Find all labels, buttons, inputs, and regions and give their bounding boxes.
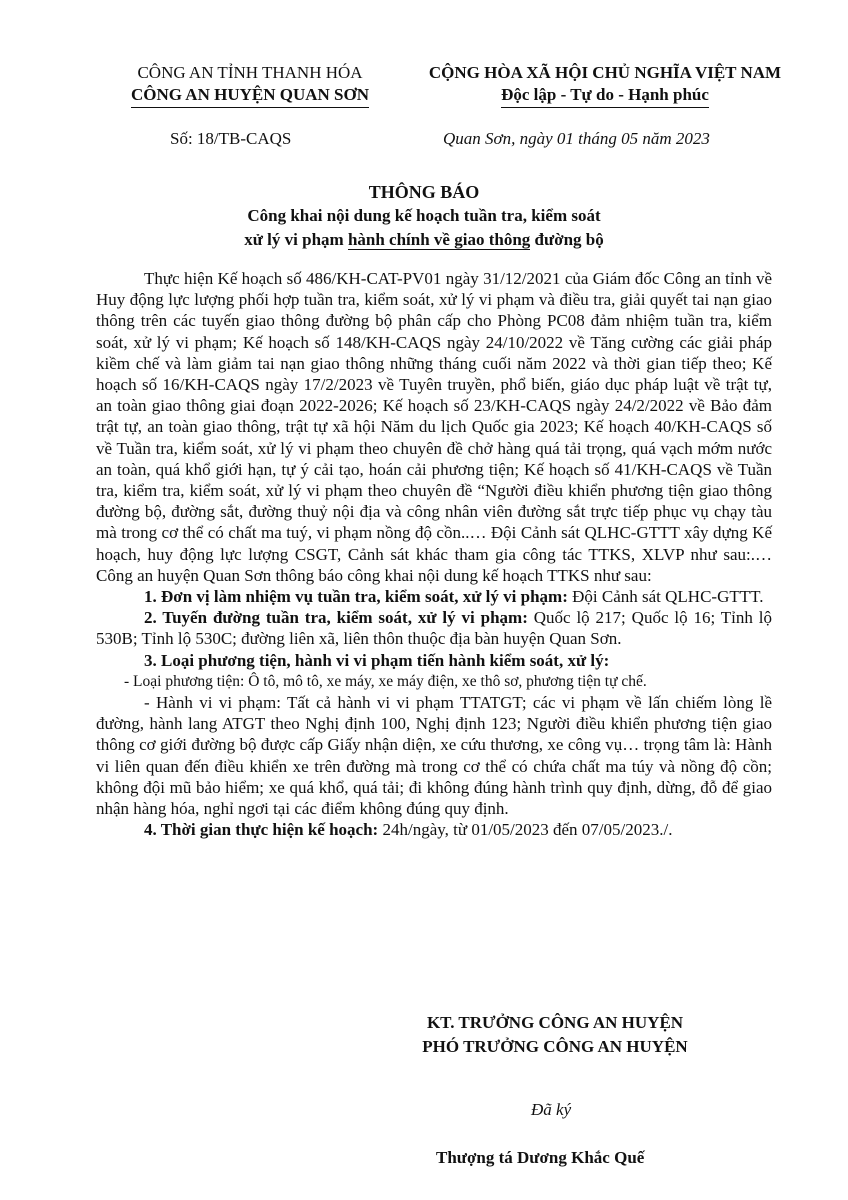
section-3 [96,650,772,671]
signed-note: Đã ký [531,1100,572,1119]
section-2-heading: 2. Tuyến đường tuần tra, kiểm soát, xử lý vi phạm: [144,608,528,628]
section-3-heading: 3. Loại phương tiện, hành vi vi phạm tiến hành kiểm soát, xử lý: [144,650,610,670]
signature-title-1: KT. TRƯỞNG CÔNG AN HUYỆN [426,1013,684,1032]
title-line2-underlined: hành chính về giao thông [347,230,531,249]
document-number: Số: 18/TB-CAQS [170,129,292,148]
section-1-text: Đội Cảnh sát QLHC-GTTT. [567,587,764,607]
signer-name: Thượng tá Dương Khắc Quế [436,1148,645,1167]
section-1-heading: 1. Đơn vị làm nhiệm vụ tuần tra, kiểm soát, xử lý vi phạm: [144,587,568,607]
agency-name: CÔNG AN HUYỆN QUAN SƠN [131,84,369,108]
signature-title-2: PHÓ TRƯỞNG CÔNG AN HUYỆN [422,1037,688,1056]
intro-paragraph: Thực hiện Kế hoạch số 486/KH-CAT-PV01 ngày 31/12/2021 của Giám đốc Công an tỉnh về Huy động lực lượng phối hợp tuần tra, kiểm soát, xử lý vi phạm và điều tra, giải quyết tai nạn giao thông trên các tuyến giao thông đường bộ phân cấp cho Phòng PC08 đảm nhiệm tuần tra, kiểm soát, xử lý vi phạm; Kế hoạch số 148/KH-CAQS ngày 24/10/2022 về Tăng cường các giải pháp kiềm chế và làm giảm tai nạn giao thông những tháng cuối năm 2022 và thời gian tiếp theo; Kế hoạch số 16/KH-CAQS ngày 17/2/2023 về Tuyên truyền, phổ biến, giáo dục pháp luật về trật tự, an toàn giao thông giai đoạn 2022-2026; Kế hoạch số 23/KH-CAQS ngày 24/2/2022 về Bảo đảm trật tự, an toàn giao thông, trật tự xã hội Năm du lịch Quốc gia 2023; Kế hoạch 40/KH-CAQS số về Tuần tra, kiểm soát, xử lý vi phạm theo chuyên đề chở hàng quá tải trọng, quá vạch mớm nước an toàn, quá khổ giới hạn, tự ý cải tạo, hoán cải phương tiện; Kế hoạch số 41/KH-CAQS về Tuần tra, kiểm tra, kiểm soát, xử lý vi phạm theo chuyên đề “Người điều khiển phương tiện giao thông đường bộ, đường sắt, đường thuỷ nội địa và công nhân viên đường sắt trực tiếp phục vụ chạy tàu mà trong cơ thể có chất ma tuý, vi phạm nồng độ cồn..… Đội Cảnh sát QLHC-GTTT xây dựng Kế hoạch, huy động lực lượng CSGT, Cảnh sát khác tham gia công tác TTKS, XLVP như sau:.… Công an huyện Quan Sơn thông báo công khai nội dung kế hoạch TTKS như sau: [96,269,772,585]
agency-header [100,62,400,108]
section-3-vehicles: - Loại phương tiện: Ô tô, mô tô, xe máy, xe máy điện, xe thô sơ, phương tiện tự chế. [124,672,647,690]
section-2 [96,607,772,649]
title-subject-line2 [0,228,848,252]
agency-parent: CÔNG AN TỈNH THANH HÓA [137,63,363,82]
republic-name: CỘNG HÒA XÃ HỘI CHỦ NGHĨA VIỆT NAM [428,63,782,82]
document-title: THÔNG BÁO [368,182,480,202]
national-header [412,62,798,108]
section-4-text: 24h/ngày, từ 01/05/2023 đến 07/05/2023./. [378,820,673,840]
place-date: Quan Sơn, ngày 01 tháng 05 năm 2023 [443,129,710,148]
section-2-text: Quốc lộ 217; Quốc lộ 16; Tỉnh lộ 530B; Tỉnh lộ 530C; đường liên xã, liên thôn thuộc địa bàn huyện Quan Sơn. [96,608,772,649]
section-4 [96,819,772,840]
section-3-violations: - Hành vi vi phạm: Tất cả hành vi vi phạm TTATGT; các vi phạm về lấn chiếm lòng lề đường, hành lang ATGT theo Nghị định 100, Nghị định 123; Người điều khiển phương tiện giao thông cơ giới đường bộ được cấp Giấy nhận diện, xe cứu thương, xe công vụ… trọng tâm là: Hành vi liên quan đến điều khiển xe trên đường mà trong cơ thể có chứa chất ma túy và nồng độ cồn; không đội mũ bảo hiểm; xe quá khổ, quá tải; đi không đúng hành trình quy định, dừng, đỗ để giao nhận hàng hóa, nghỉ ngơi tại các điểm không đúng quy định. [96,693,772,819]
signature-block [400,1011,710,1059]
national-motto: Độc lập - Tự do - Hạnh phúc [501,84,709,108]
document-title-block [0,180,848,252]
title-subject-line1: Công khai nội dung kế hoạch tuần tra, kiểm soát [247,206,601,225]
document-body [96,268,772,840]
section-4-heading: 4. Thời gian thực hiện kế hoạch: [144,820,379,840]
title-line2-pre: xử lý vi phạm [244,230,348,249]
section-1 [96,586,772,607]
title-line2-post: đường bộ [530,230,604,249]
